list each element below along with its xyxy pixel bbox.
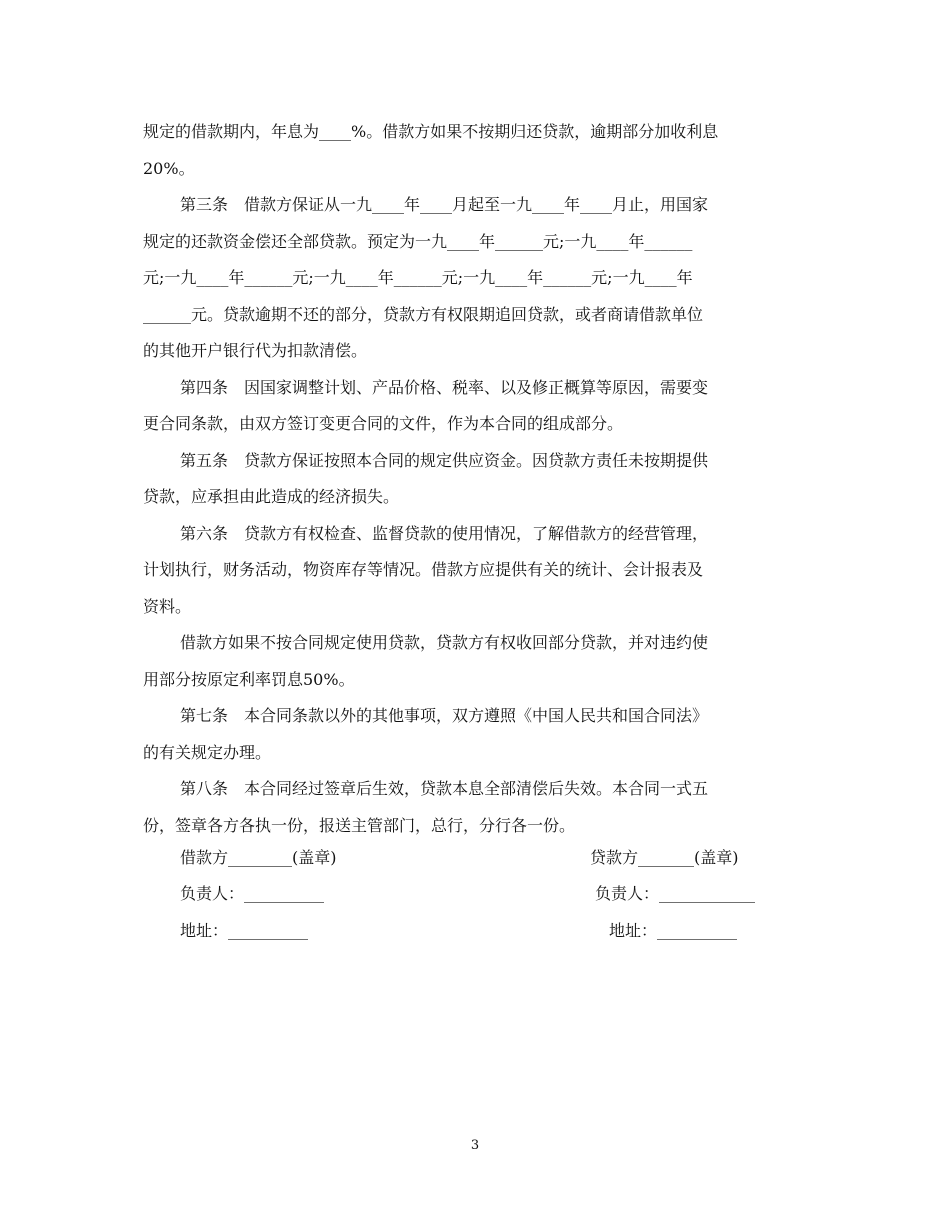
signature-row-person	[0, 876, 950, 912]
body-line: 的其他开户银行代为扣款清偿。	[143, 341, 368, 360]
contract-body	[143, 114, 808, 844]
body-line: 份，签章各方各执一份，报送主管部门，总行，分行各一份。	[143, 815, 576, 835]
paragraph-line: 借款方如果不按合同规定使用贷款，贷款方有权收回部分贷款，并对违约使	[180, 633, 709, 652]
signature-row-address	[0, 913, 950, 949]
body-line: 资料。	[143, 596, 192, 616]
signature-row-party	[0, 840, 950, 876]
body-line: ______元。贷款逾期不还的部分，贷款方有权限期追回贷款，或者商请借款单位	[143, 304, 704, 324]
body-line: 用部分按原定利率罚息50%。	[143, 669, 355, 689]
lender-signature: 贷款方_______(盖章)	[590, 848, 739, 867]
article-3-line: 第三条 借款方保证从一九____年____月起至一九____年____月止，用国家	[180, 195, 709, 214]
article-5-line: 第五条 贷款方保证按照本合同的规定供应资金。因贷款方责任未按期提供	[180, 450, 709, 470]
body-line: 更合同条款，由双方签订变更合同的文件，作为本合同的组成部分。	[143, 414, 624, 433]
body-line: 元;一九____年______元;一九____年______元;一九____年______元;一九____年	[143, 268, 693, 287]
article-7-line: 第七条 本合同条款以外的其他事项，双方遵照《中国人民共和国合同法》	[180, 706, 709, 725]
article-6-line: 第六条 贷款方有权检查、监督贷款的使用情况，了解借款方的经营管理，	[180, 523, 709, 543]
borrower-responsible-person: 负责人：__________	[180, 884, 325, 903]
lender-address: 地址：__________	[609, 921, 738, 940]
article-8-line: 第八条 本合同经过签章后生效，贷款本息全部清偿后失效。本合同一式五	[180, 779, 709, 798]
article-4-line: 第四条 因国家调整计划、产品价格、税率、以及修正概算等原因，需要变	[180, 377, 709, 397]
body-line: 规定的借款期内，年息为____%。借款方如果不按期归还贷款，逾期部分加收利息	[143, 122, 719, 141]
lender-responsible-person: 负责人：____________	[595, 884, 756, 903]
body-line: 20%。	[143, 158, 195, 178]
body-line: 规定的还款资金偿还全部贷款。预定为一九____年______元;一九____年______	[143, 231, 693, 251]
body-line: 计划执行，财务活动，物资库存等情况。借款方应提供有关的统计、会计报表及	[143, 560, 704, 579]
body-line: 的有关规定办理。	[143, 742, 272, 762]
borrower-signature: 借款方________(盖章)	[180, 848, 337, 867]
page-number: 3	[470, 1138, 480, 1153]
borrower-address: 地址：__________	[180, 921, 309, 940]
body-line: 贷款，应承担由此造成的经济损失。	[143, 487, 400, 506]
